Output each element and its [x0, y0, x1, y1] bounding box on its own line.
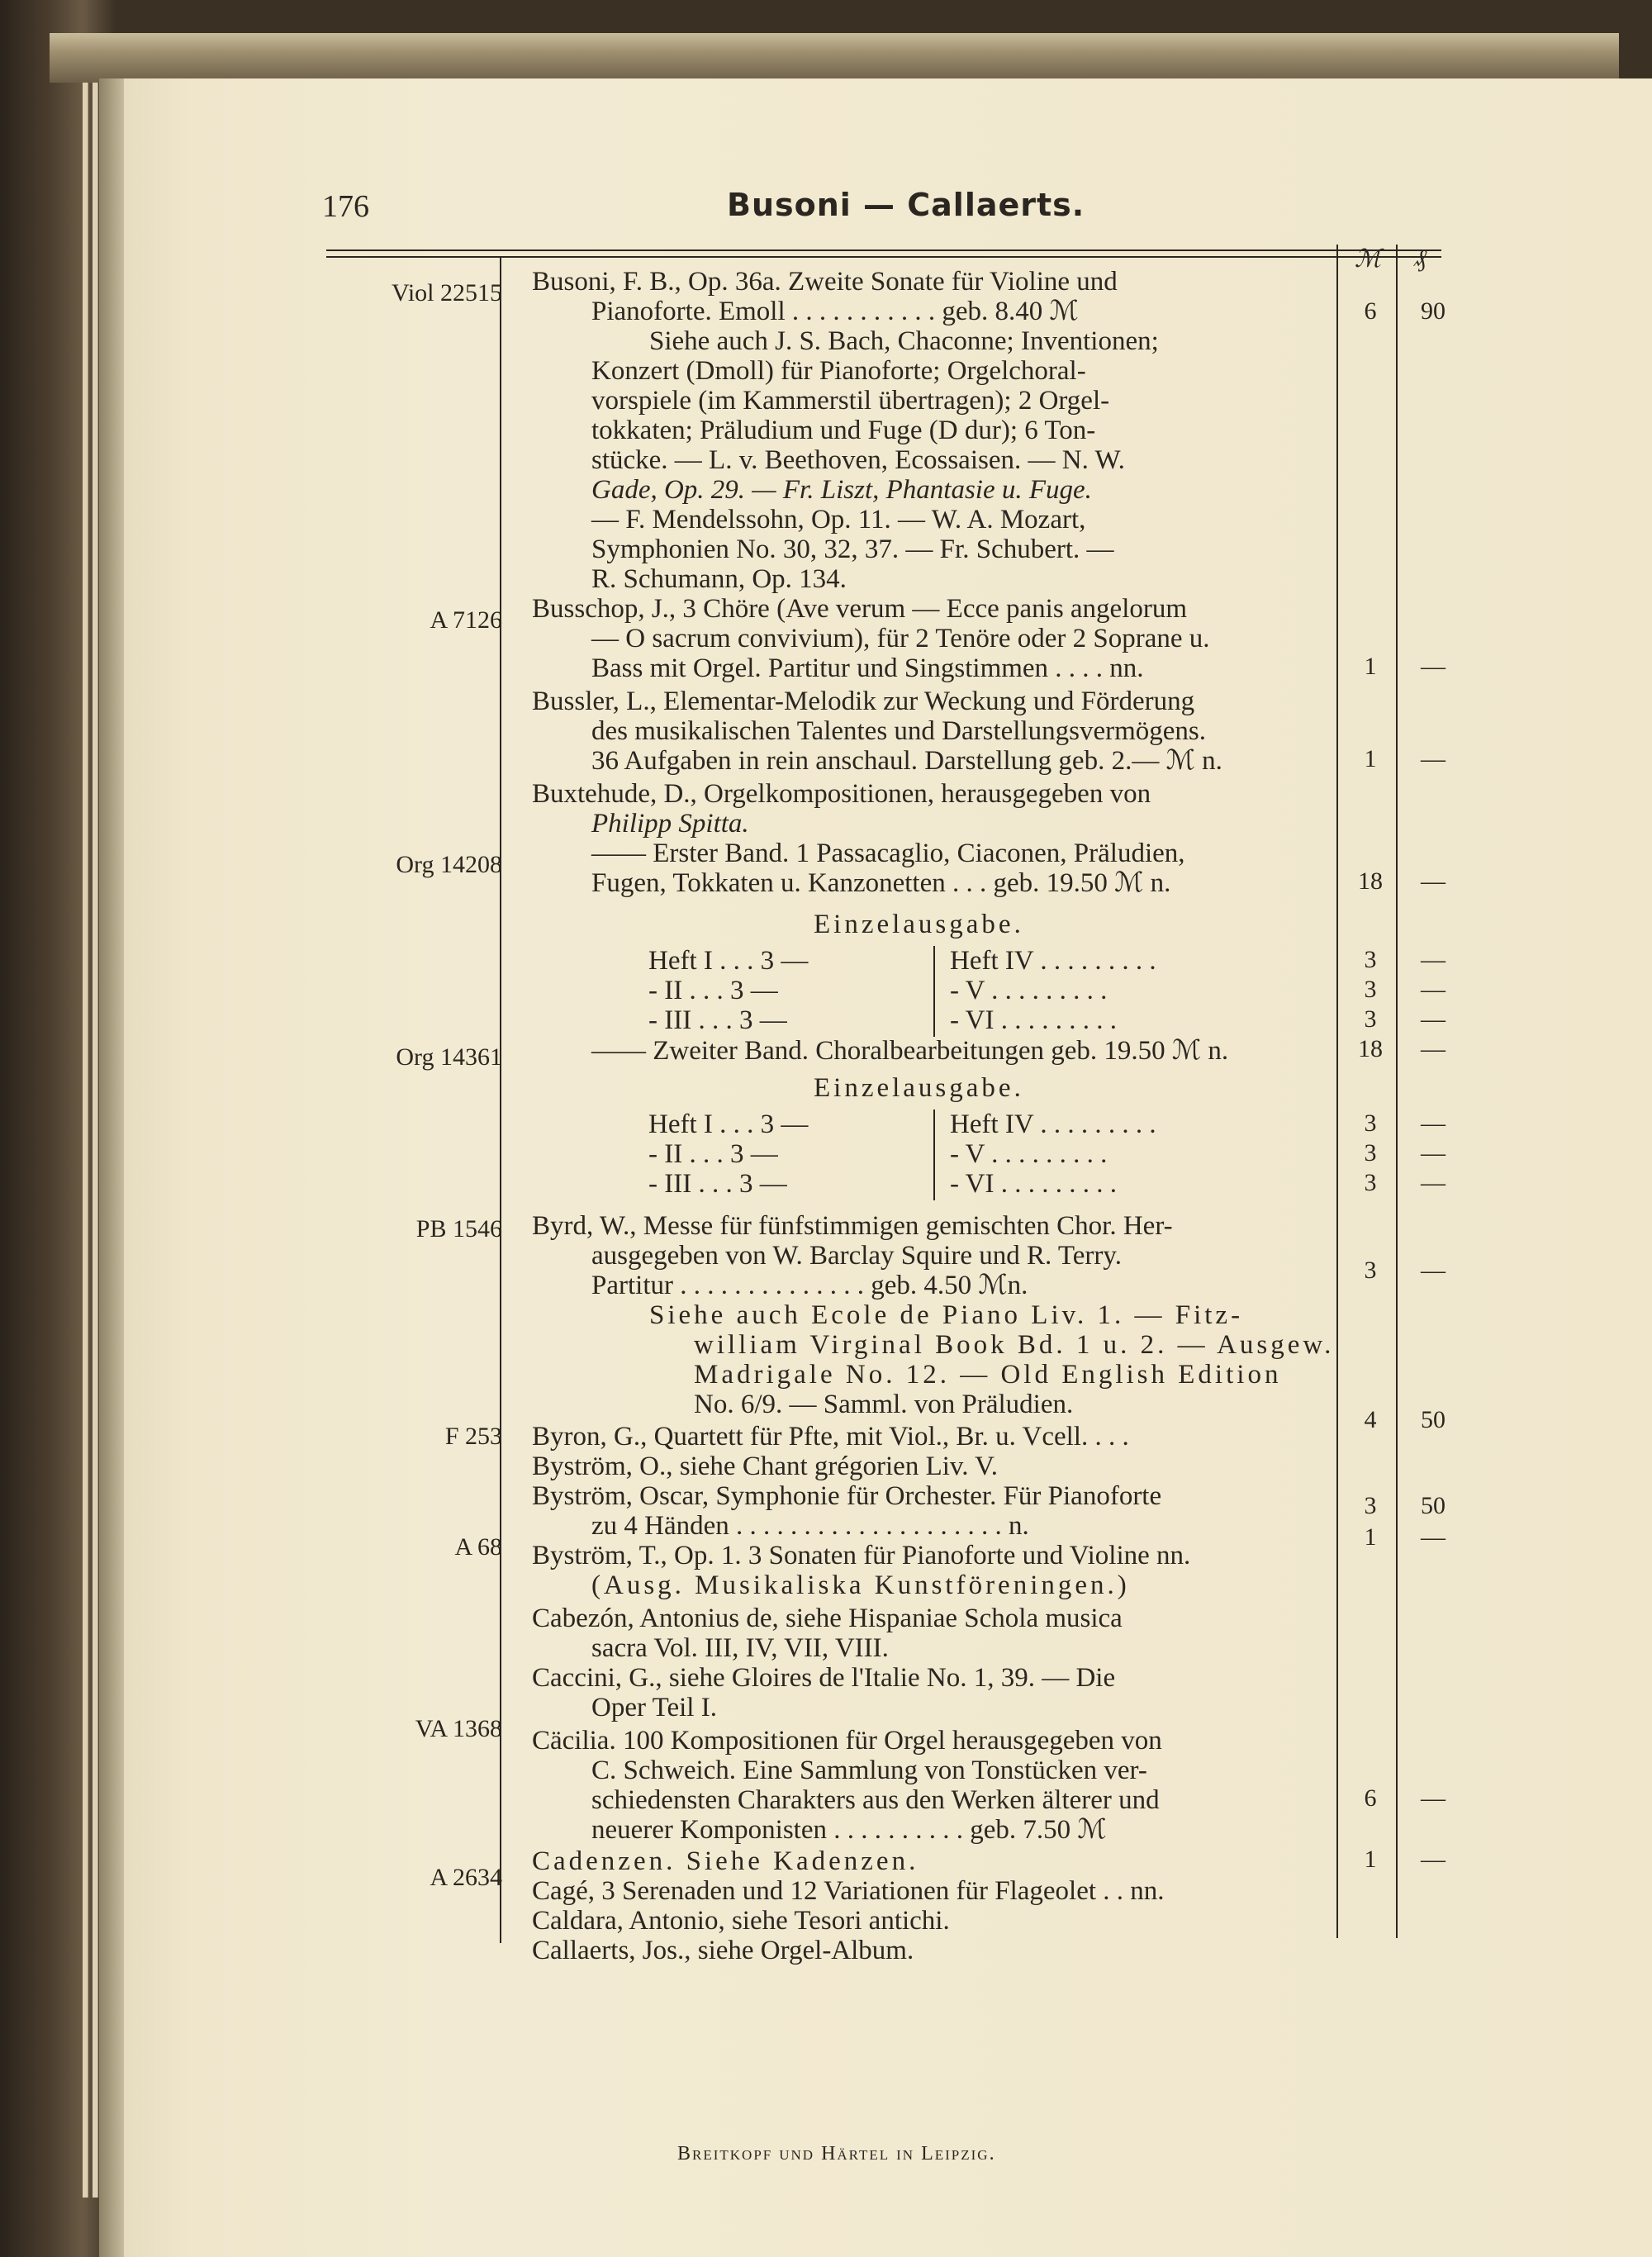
- price-mark: 3: [1364, 946, 1377, 973]
- entry-line: Cadenzen. Siehe Kadenzen.: [532, 1846, 919, 1876]
- entry-line: zu 4 Händen . . . . . . . . . . . . . . . . . . . . n.: [591, 1511, 1029, 1541]
- price-mark: 1: [1364, 745, 1377, 772]
- entry-line: Buxtehude, D., Orgelkompositionen, herausgegeben von: [532, 779, 1151, 809]
- heft-item: - V . . . . . . . . .: [950, 1139, 1108, 1169]
- catalog-number: A 68: [454, 1533, 502, 1561]
- column-divider: [1396, 245, 1398, 1938]
- price-mark: 6: [1364, 1784, 1377, 1812]
- entry-line: Byström, T., Op. 1. 3 Sonaten für Pianoforte und Violine nn.: [532, 1541, 1191, 1570]
- heft-divider: [933, 1109, 935, 1200]
- entry-line: Caccini, G., siehe Gloires de l'Italie No. 1, 39. — Die: [532, 1663, 1116, 1693]
- price-pfennig: —: [1421, 1109, 1446, 1137]
- entry-line: ausgegeben von W. Barclay Squire und R. Terry.: [591, 1241, 1122, 1271]
- entry-line: Bussler, L., Elementar-Melodik zur Weckung und Förderung: [532, 687, 1195, 716]
- price-pfennig: 50: [1421, 1492, 1446, 1519]
- entry-line: Siehe auch Ecole de Piano Liv. 1. — Fitz-: [649, 1300, 1244, 1330]
- heft-item: Heft I . . . 3 —: [648, 946, 809, 976]
- entry-line: Cäcilia. 100 Kompositionen für Orgel herausgegeben von: [532, 1726, 1162, 1756]
- entry-line: — F. Mendelssohn, Op. 11. — W. A. Mozart,: [591, 505, 1086, 535]
- entry-line: william Virginal Book Bd. 1 u. 2. — Ausgew.: [694, 1330, 1335, 1360]
- entry-line: tokkaten; Präludium und Fuge (D dur); 6 Ton-: [591, 416, 1096, 445]
- entry-line: Siehe auch J. S. Bach, Chaconne; Inventionen;: [649, 326, 1159, 356]
- entry-line: Byrd, W., Messe für fünfstimmigen gemischten Chor. Her-: [532, 1211, 1173, 1241]
- entry-line: R. Schumann, Op. 134.: [591, 564, 847, 594]
- price-mark: 18: [1358, 867, 1383, 895]
- entry-line: vorspiele (im Kammerstil übertragen); 2 Orgel-: [591, 386, 1110, 416]
- price-pfennig: 90: [1421, 297, 1446, 325]
- price-pfennig: —: [1421, 1784, 1446, 1812]
- entry-line: Madrigale No. 12. — Old English Edition: [694, 1360, 1282, 1390]
- page-number: 176: [322, 189, 369, 224]
- price-pfennig: —: [1421, 976, 1446, 1003]
- entry-line: Oper Teil I.: [591, 1693, 717, 1722]
- entry-line: Cagé, 3 Serenaden und 12 Variationen für Flageolet . . nn.: [532, 1876, 1165, 1906]
- price-mark: 3: [1364, 976, 1377, 1003]
- price-pfennig: —: [1421, 1005, 1446, 1033]
- heft-item: - VI . . . . . . . . .: [950, 1005, 1117, 1035]
- entry-line: des musikalischen Talentes und Darstellungsvermögens.: [591, 716, 1207, 746]
- catalog-number: A 2634: [430, 1864, 502, 1891]
- heft-item: Heft IV . . . . . . . . .: [950, 1109, 1156, 1139]
- heft-item: Heft IV . . . . . . . . .: [950, 946, 1156, 976]
- heft-item: - V . . . . . . . . .: [950, 976, 1108, 1005]
- entry-line: No. 6/9. — Samml. von Präludien.: [694, 1390, 1074, 1419]
- entry-line: — O sacrum convivium), für 2 Tenöre oder 2 Soprane u.: [591, 624, 1210, 653]
- column-divider: [1336, 245, 1338, 1938]
- catalog-number: A 7126: [430, 606, 502, 634]
- catalog-number: Org 14361: [396, 1043, 502, 1071]
- entry-line: Symphonien No. 30, 32, 37. — Fr. Schubert. —: [591, 535, 1114, 564]
- page-title: Busoni — Callaerts.: [727, 187, 1085, 223]
- entry-line: Pianoforte. Emoll . . . . . . . . . . . geb. 8.40 ℳ: [591, 297, 1079, 326]
- entry-line: Byron, G., Quartett für Pfte, mit Viol., Br. u. Vcell. . . .: [532, 1422, 1129, 1452]
- price-mark: 4: [1364, 1406, 1377, 1433]
- price-mark: 3: [1364, 1492, 1377, 1519]
- section-heading: Einzelausgabe.: [814, 1073, 1024, 1103]
- price-pfennig: —: [1421, 1846, 1446, 1873]
- heft-item: - III . . . 3 —: [648, 1005, 787, 1035]
- entry-line: schiedensten Charakters aus den Werken älterer und: [591, 1785, 1160, 1815]
- header-rule: [326, 256, 1441, 258]
- entry-line: Gade, Op. 29. — Fr. Liszt, Phantasie u. Fuge.: [591, 475, 1092, 505]
- price-mark: 3: [1364, 1109, 1377, 1137]
- catalog-number: Org 14208: [396, 851, 502, 878]
- entry-line: Byström, Oscar, Symphonie für Orchester. Für Pianoforte: [532, 1481, 1162, 1511]
- price-mark: 3: [1364, 1257, 1377, 1284]
- mark-column-header: ℳ: [1355, 245, 1382, 273]
- price-pfennig: —: [1421, 653, 1446, 680]
- price-pfennig: —: [1421, 1035, 1446, 1062]
- header-rule: [326, 249, 1441, 251]
- price-pfennig: —: [1421, 946, 1446, 973]
- entry-line: Fugen, Tokkaten u. Kanzonetten . . . geb. 19.50 ℳ n.: [591, 868, 1171, 898]
- price-mark: 3: [1364, 1139, 1377, 1167]
- entry-line: Busschop, J., 3 Chöre (Ave verum — Ecce panis angelorum: [532, 594, 1188, 624]
- price-pfennig: —: [1421, 1139, 1446, 1167]
- heft-item: - III . . . 3 —: [648, 1169, 787, 1199]
- heft-item: Heft I . . . 3 —: [648, 1109, 809, 1139]
- price-pfennig: —: [1421, 1523, 1446, 1551]
- entry-line: Busoni, F. B., Op. 36a. Zweite Sonate für Violine und: [532, 267, 1118, 297]
- entry-line: sacra Vol. III, IV, VII, VIII.: [591, 1633, 889, 1663]
- entry-line: Byström, O., siehe Chant grégorien Liv. V.: [532, 1452, 998, 1481]
- price-pfennig: —: [1421, 1169, 1446, 1196]
- heft-item: - II . . . 3 —: [648, 976, 778, 1005]
- price-mark: 1: [1364, 1846, 1377, 1873]
- entry-line: Partitur . . . . . . . . . . . . . . geb. 4.50 ℳn.: [591, 1271, 1028, 1300]
- entry-line: Bass mit Orgel. Partitur und Singstimmen . . . . nn.: [591, 653, 1144, 683]
- page-leaf: [83, 83, 88, 2198]
- entry-line: stücke. — L. v. Beethoven, Ecossaisen. — N. W.: [591, 445, 1125, 475]
- entry-line: neuerer Komponisten . . . . . . . . . . geb. 7.50 ℳ: [591, 1815, 1107, 1845]
- catalog-number: VA 1368: [415, 1715, 502, 1742]
- column-divider: [500, 258, 501, 1943]
- entry-line: 36 Aufgaben in rein anschaul. Darstellung geb. 2.— ℳ n.: [591, 746, 1222, 776]
- price-mark: 1: [1364, 1523, 1377, 1551]
- price-mark: 3: [1364, 1169, 1377, 1196]
- entry-line: Philipp Spitta.: [591, 809, 749, 839]
- price-mark: 18: [1358, 1035, 1383, 1062]
- entry-line: (Ausg. Musikaliska Kunstföreningen.): [591, 1570, 1130, 1600]
- section-heading: Einzelausgabe.: [814, 910, 1024, 939]
- catalog-number: F 253: [444, 1423, 502, 1450]
- publisher-footer: Breitkopf und Härtel in Leipzig.: [677, 2143, 996, 2164]
- price-pfennig: —: [1421, 867, 1446, 895]
- page-leaf: [93, 83, 98, 2198]
- heft-divider: [933, 946, 935, 1037]
- price-pfennig: —: [1421, 1257, 1446, 1284]
- price-mark: 3: [1364, 1005, 1377, 1033]
- entry-line: Callaerts, Jos., siehe Orgel-Album.: [532, 1936, 914, 1965]
- price-mark: 6: [1364, 297, 1377, 325]
- price-pfennig: —: [1421, 745, 1446, 772]
- entry-line: —— Erster Band. 1 Passacaglio, Ciaconen, Präludien,: [591, 839, 1185, 868]
- heft-item: - II . . . 3 —: [648, 1139, 778, 1169]
- heft-item: - VI . . . . . . . . .: [950, 1169, 1117, 1199]
- price-pfennig: 50: [1421, 1406, 1446, 1433]
- catalog-number: Viol 22515: [391, 279, 502, 306]
- entry-line: Konzert (Dmoll) für Pianoforte; Orgelchoral-: [591, 356, 1086, 386]
- entry-line: C. Schweich. Eine Sammlung von Tonstücken ver-: [591, 1756, 1147, 1785]
- entry-line: Caldara, Antonio, siehe Tesori antichi.: [532, 1906, 950, 1936]
- pfennig-column-header: ₰: [1414, 245, 1427, 272]
- page-stack-edge: [50, 33, 1619, 83]
- price-mark: 1: [1364, 653, 1377, 680]
- entry-line: Cabezón, Antonius de, siehe Hispaniae Schola musica: [532, 1604, 1123, 1633]
- entry-line: —— Zweiter Band. Choralbearbeitungen geb. 19.50 ℳ n.: [591, 1036, 1229, 1066]
- catalog-number: PB 1546: [415, 1215, 502, 1243]
